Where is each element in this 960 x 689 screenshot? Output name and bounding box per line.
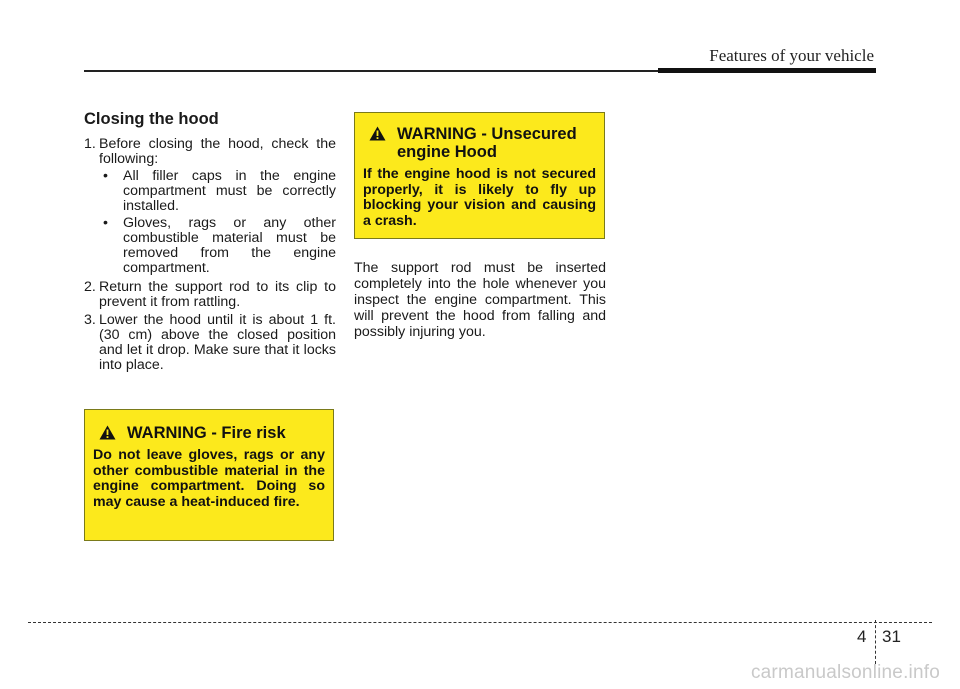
footer-rule xyxy=(28,622,932,623)
warning-text: If the engine hood is not secured properly, it is likely to fly up blocking your vision and causing a crash. xyxy=(363,166,596,229)
bullet-item xyxy=(99,216,336,276)
bullet-text: All filler caps in the engine compartment must be correctly installed. xyxy=(123,168,336,214)
header-rule xyxy=(84,70,661,72)
warning-heading xyxy=(93,424,325,442)
step-2 xyxy=(84,280,336,310)
bullet-icon: • xyxy=(103,168,108,184)
step-1 xyxy=(84,137,336,276)
bullet-item xyxy=(99,169,336,214)
step-3 xyxy=(84,313,336,373)
warning-triangle-icon xyxy=(99,425,116,440)
warning-box-fire-risk xyxy=(84,409,334,541)
header-rule-accent xyxy=(658,68,876,73)
chapter-number: 4 xyxy=(857,627,867,646)
page-number: 31 xyxy=(882,627,901,646)
watermark: carmanualsonline.info xyxy=(750,662,940,683)
page-number-separator xyxy=(875,620,876,664)
page-header-title: Features of your vehicle xyxy=(709,46,874,65)
bullet-list xyxy=(99,169,336,276)
warning-subtitle: - Unsecured engine Hood xyxy=(397,125,577,161)
support-rod-paragraph: The support rod must be inserted completely into the hole whenever you inspect the engine compartment. This will prevent the hood from falling and possibly injuring you. xyxy=(354,260,606,340)
section-title: Closing the hood xyxy=(84,110,219,128)
left-column xyxy=(84,110,336,376)
step-number: 1. xyxy=(84,136,96,152)
bullet-icon: • xyxy=(103,215,108,231)
bullet-text: Gloves, rags or any other combustible material must be removed from the engine compartment. xyxy=(123,215,336,276)
warning-triangle-icon xyxy=(369,126,386,141)
warning-label: WARNING xyxy=(397,125,477,143)
step-number: 3. xyxy=(84,312,96,328)
step-number: 2. xyxy=(84,279,96,295)
warning-subtitle: - Fire risk xyxy=(206,424,286,442)
step-text: Before closing the hood, check the following: xyxy=(99,136,336,167)
step-text: Return the support rod to its clip to prevent it from rattling. xyxy=(99,279,336,310)
warning-text: Do not leave gloves, rags or any other combustible material in the engine compartment. Doing so may cause a heat-induced fire. xyxy=(93,447,325,510)
warning-heading xyxy=(363,125,596,161)
warning-label: WARNING xyxy=(127,424,207,442)
step-text: Lower the hood until it is about 1 ft. (30 cm) above the closed position and let it drop. Make sure that it locks into place. xyxy=(99,312,336,373)
warning-box-unsecured-hood xyxy=(354,112,605,239)
